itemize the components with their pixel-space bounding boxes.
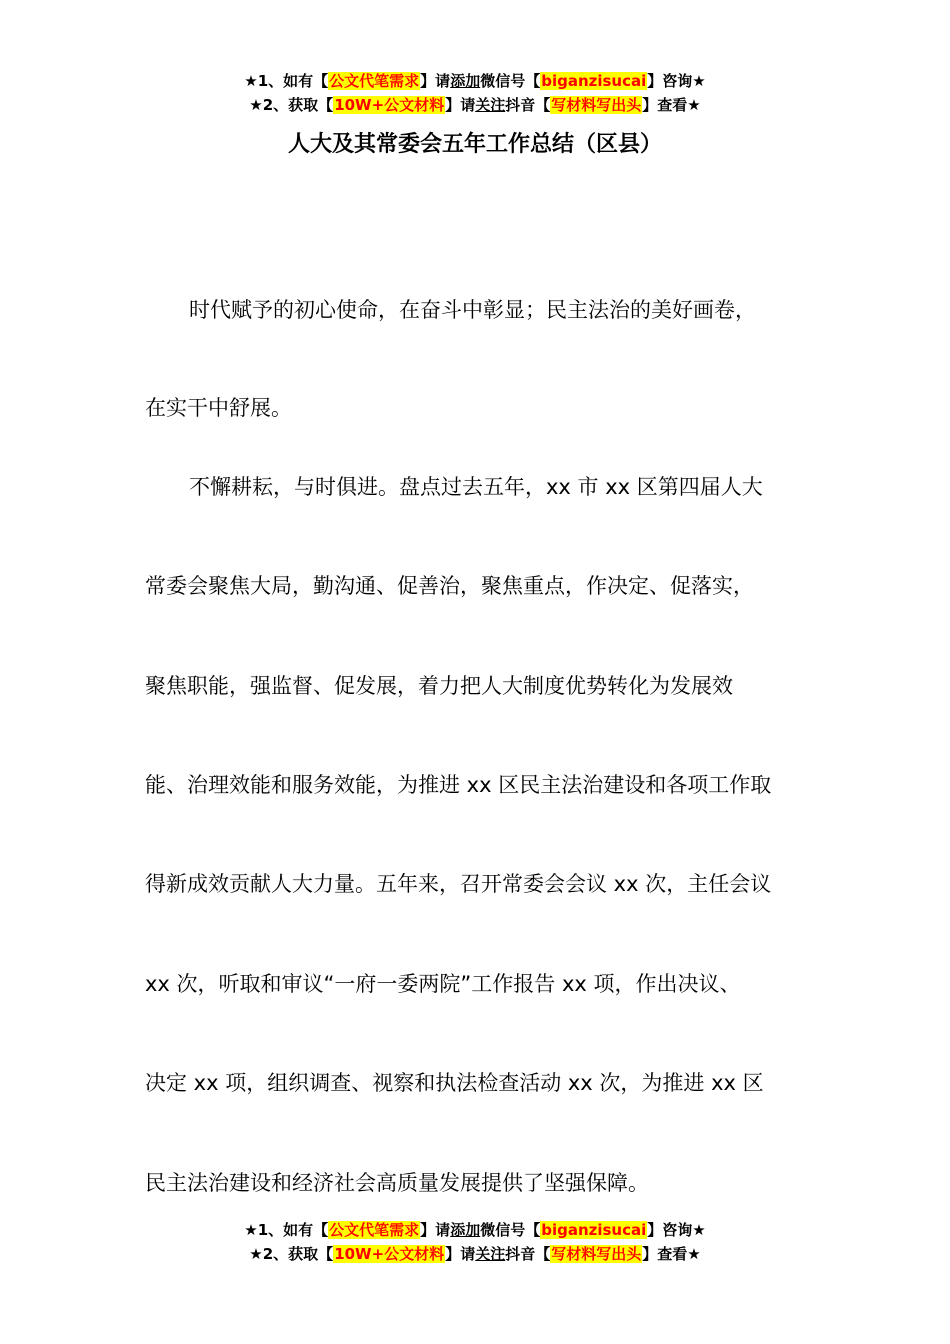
banner-line-2: ★2、获取【10W+公文材料】请关注抖音【写材料写出头】查看★: [249, 1245, 701, 1263]
highlight-douyin: 写材料写出头: [551, 96, 642, 114]
highlight-materials: 10W+公文材料: [334, 1245, 445, 1263]
highlight-wechat-id: biganzisucai: [541, 1221, 647, 1239]
banner-line-1: ★1、如有【公文代笔需求】请添加微信号【biganzisucai】咨询★: [244, 72, 706, 90]
highlight-wechat-id: biganzisucai: [541, 72, 647, 90]
body-line: 得新成效贡献人大力量。五年来，召开常委会会议 xx 次，主任会议: [145, 872, 772, 896]
body-line: 聚焦职能，强监督、促发展，着力把人大制度优势转化为发展效: [145, 674, 733, 698]
body-line: 不懈耕耘，与时俱进。盘点过去五年，xx 市 xx 区第四届人大: [189, 475, 763, 499]
banner-line-2: ★2、获取【10W+公文材料】请关注抖音【写材料写出头】查看★: [249, 96, 701, 114]
body-line: 在实干中舒展。: [145, 396, 292, 420]
body-line: 常委会聚焦大局，勤沟通、促善治，聚焦重点，作决定、促落实，: [145, 574, 754, 598]
body-line: 决定 xx 项，组织调查、视察和执法检查活动 xx 次，为推进 xx 区: [145, 1071, 764, 1095]
bottom-banner: [0, 1218, 950, 1266]
body-line: 民主法治建设和经济社会高质量发展提供了坚强保障。: [145, 1171, 649, 1195]
document-title: 人大及其常委会五年工作总结（区县）: [287, 132, 662, 157]
body-line: 时代赋予的初心使命，在奋斗中彰显；民主法治的美好画卷，: [189, 298, 756, 322]
banner-line-1: ★1、如有【公文代笔需求】请添加微信号【biganzisucai】咨询★: [244, 1221, 706, 1239]
highlight-douyin: 写材料写出头: [551, 1245, 642, 1263]
top-banner: [0, 69, 950, 117]
highlight-materials: 10W+公文材料: [334, 96, 445, 114]
body-line: xx 次，听取和审议“一府一委两院”工作报告 xx 项，作出决议、: [145, 972, 741, 996]
body-line: 能、治理效能和服务效能，为推进 xx 区民主法治建设和各项工作取: [145, 773, 772, 797]
highlight-service: 公文代笔需求: [329, 72, 420, 90]
highlight-service: 公文代笔需求: [329, 1221, 420, 1239]
